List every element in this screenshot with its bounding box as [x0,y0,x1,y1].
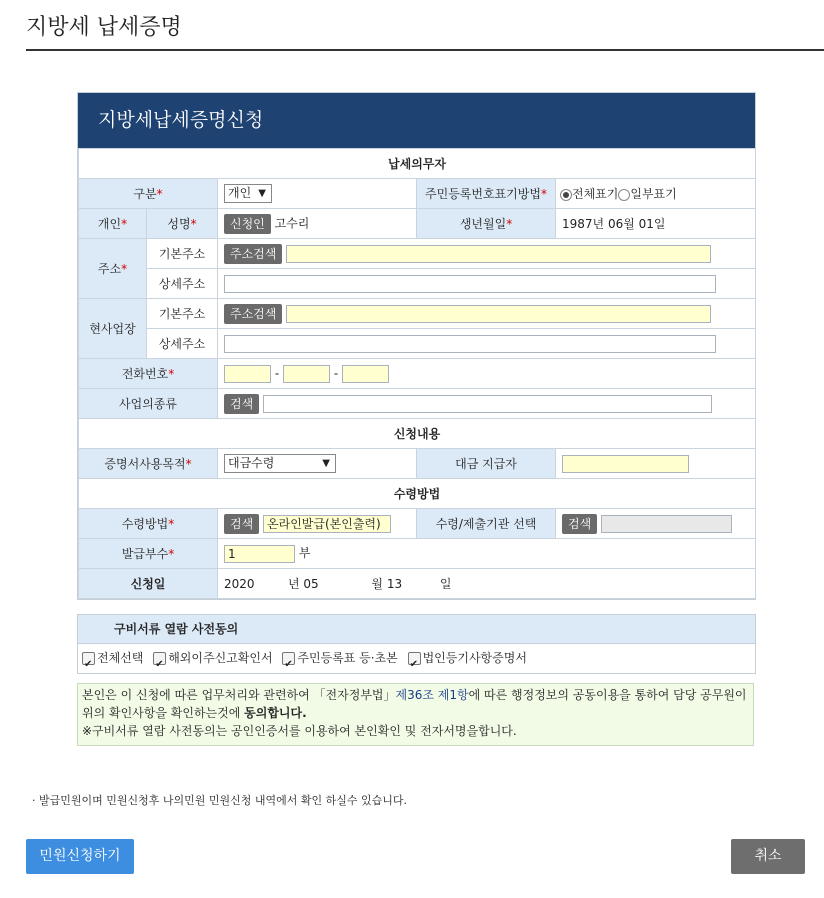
name-label: 성명* [147,209,218,239]
detail-address-cell [218,269,756,299]
cancel-button[interactable]: 취소 [731,839,805,874]
copies-input[interactable]: 1 [224,545,295,563]
consent-all-checkbox[interactable]: ✔전체선택 [82,651,143,665]
business-basic-address-input[interactable] [286,305,711,323]
copies-label: 발급부수* [79,539,218,569]
date-month: 05 [303,577,319,591]
date-year-unit: 년 [288,577,300,591]
rrn-method-cell [556,179,756,209]
consent-title: 구비서류 열람 사전동의 [78,615,755,644]
basic-address-input[interactable] [286,245,711,263]
date-year: 2020 [224,577,255,591]
section-receive: 수령방법 [79,479,756,509]
page-title: 지방세 납세증명 [26,15,182,40]
payer-label: 대금 지급자 [417,449,556,479]
receive-method-input[interactable]: 온라인발급(본인출력) [263,515,391,533]
division-select[interactable]: 개인 ▼ [224,184,272,203]
law-reference: 제36조 제1항 [395,688,469,702]
business-detail-cell [218,329,756,359]
phone-label: 전화번호* [79,359,218,389]
rrn-full-label: 전체표기 [572,187,619,201]
form-header: 지방세납세증명신청 [78,93,755,148]
business-type-cell [218,389,756,419]
business-label: 현사업장 [79,299,147,359]
checkbox-icon[interactable] [408,652,421,665]
section-request: 신청내용 [79,419,756,449]
basic-address-cell [218,239,756,269]
notice-line-2: ※구비서류 열람 사전동의는 공인인증서를 이용하여 본인확인 및 전자서명을합니다. [82,724,517,738]
institution-label: 수령/제출기관 선택 [417,509,556,539]
receive-method-label: 수령방법* [79,509,218,539]
date-month-unit: 월 [371,577,384,591]
business-basic-cell [218,299,756,329]
date-label: 신청일 [79,569,218,599]
birth-label: 생년월일* [417,209,556,239]
date-day-unit: 일 [439,577,452,591]
receive-method-search-button[interactable]: 검색 [224,514,259,534]
copies-cell [218,539,756,569]
rrn-partial-label: 일부표기 [630,187,677,201]
form-table [78,148,756,599]
rrn-method-label: 주민등록번호표기방법* [417,179,556,209]
business-type-search-button[interactable]: 검색 [224,394,259,414]
consent-emigration-checkbox[interactable]: ✔ 해외이주신고확인서 [153,651,272,665]
checkbox-icon[interactable] [153,652,166,665]
consent-box [77,614,756,674]
payer-input[interactable] [562,455,689,473]
phone-cell [218,359,756,389]
rrn-partial-radio[interactable] [618,189,630,201]
date-day: 13 [386,577,403,591]
business-type-input[interactable] [263,395,712,413]
individual-label: 개인* [79,209,147,239]
name-value: 고수리 [274,216,310,230]
business-type-label: 사업의종류 [79,389,218,419]
basic-address-label: 기본주소 [147,239,218,269]
info-note: · 발급민원이며 민원신청후 나의민원 민원신청 내역에서 확인 하실수 있습니다. [32,794,408,807]
phone-input-2[interactable] [283,365,330,383]
detail-address-input[interactable] [224,275,716,293]
business-detail-label: 상세주소 [147,329,218,359]
consent-options [78,644,755,673]
institution-search-button[interactable]: 검색 [562,514,597,534]
division-cell [218,179,417,209]
address-search-button[interactable]: 주소검색 [224,244,282,264]
consent-corporate-checkbox[interactable]: ✔ 법인등기사항증명서 [408,651,527,665]
purpose-select[interactable]: 대금수령 ▼ [224,454,336,473]
phone-sep-2: - [333,366,339,380]
business-detail-address-input[interactable] [224,335,716,353]
business-address-search-button[interactable]: 주소검색 [224,304,282,324]
birth-value: 1987년 06월 01일 [556,209,756,239]
receive-method-cell [218,509,417,539]
institution-cell [556,509,756,539]
consent-notice: 본인은 이 신청에 따른 업무처리와 관련하여 「전자정부법」제36조 제1항에 따른 행정정보의 공동이용을 통하여 담당 공무원이 위의 확인사항을 확인하는것에 동의합니다. ※구비서류 열람 사전동의는 공인인증서를 이용하여 본인확인 및 전자서명을합니다. [77,683,754,746]
application-form [77,92,756,600]
apply-button[interactable]: 민원신청하기 [26,839,134,874]
division-label: 구분* [79,179,218,209]
name-cell [218,209,417,239]
address-label: 주소* [79,239,147,299]
phone-input-3[interactable] [342,365,389,383]
title-divider [26,49,824,51]
checkbox-icon[interactable] [282,652,295,665]
rrn-full-radio[interactable] [560,189,572,201]
phone-sep-1: - [274,366,280,380]
date-cell [218,569,756,599]
purpose-cell [218,449,417,479]
section-taxpayer: 납세의무자 [79,149,756,179]
business-basic-label: 기본주소 [147,299,218,329]
applicant-button[interactable]: 신청인 [224,214,271,234]
detail-address-label: 상세주소 [147,269,218,299]
purpose-label: 증명서사용목적* [79,449,218,479]
checkbox-icon[interactable] [82,652,95,665]
consent-resident-checkbox[interactable]: ✔ 주민등록표 등·초본 [282,651,397,665]
institution-input[interactable] [601,515,732,533]
copies-unit: 부 [298,546,311,561]
phone-input-1[interactable] [224,365,271,383]
payer-cell [556,449,756,479]
